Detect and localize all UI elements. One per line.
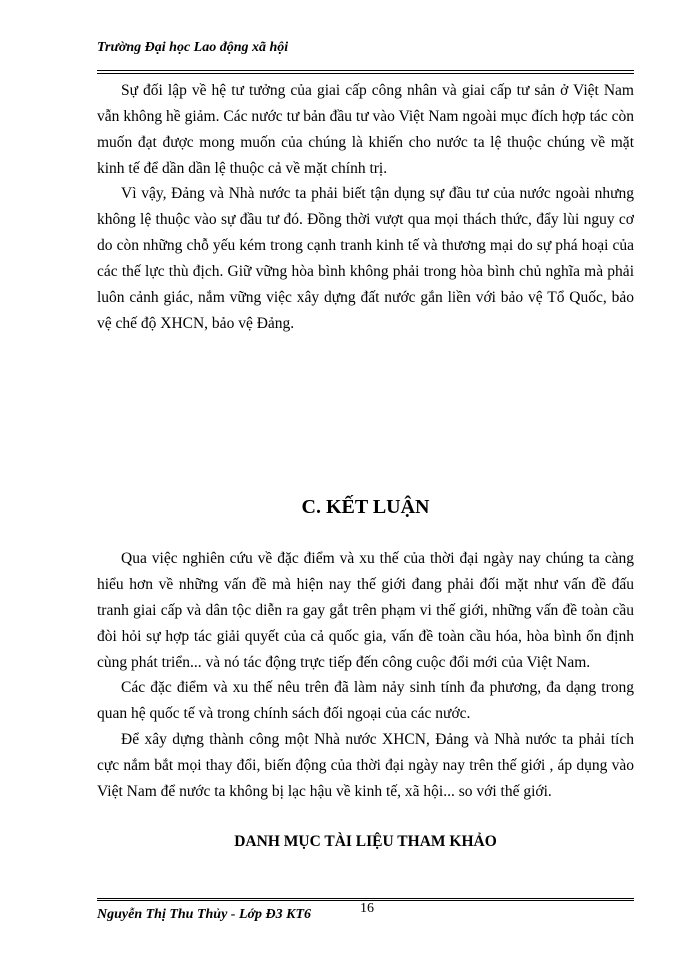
paragraph-ideology: Sự đối lập về hệ tư tưởng của giai cấp công nhân và giai cấp tư sản ở Việt Nam vẫn không hề giảm. Các nước tư bản đầu tư vào Việt Nam ngoài mục đích hợp tác còn muốn đạt được mong muốn của chúng là khiến cho nước ta lệ thuộc chúng về mặt kinh tế để dần dần lệ thuộc cả về mặt chính trị. [97, 82, 634, 177]
references-heading: DANH MỤC TÀI LIỆU THAM KHẢO [234, 833, 497, 850]
header-rule [97, 70, 634, 74]
paragraph-party-state: Vì vậy, Đảng và Nhà nước ta phải biết tận dụng sự đầu tư của nước ngoài nhưng không lệ thuộc vào sự đầu tư đó. Đồng thời vượt qua mọi thách thức, đẩy lùi nguy cơ do còn những chỗ yếu kém trong cạnh tranh kinh tế và thương mại do sự phá hoại của các thế lực thù địch. Giữ vững hòa bình không phải trong hòa bình chủ nghĩa mà phải luôn cảnh giác, nắm vững việc xây dựng đất nước gắn liền với bảo vệ Tổ Quốc, bảo vệ chế độ XHCN, bảo vệ Đảng. [97, 185, 634, 332]
page-header: Trường Đại học Lao động xã hội [97, 40, 289, 55]
page-number: 16 [360, 901, 374, 916]
paragraph-conclusion-3: Để xây dựng thành công một Nhà nước XHCN, Đảng và Nhà nước ta phải tích cực nắm bắt mọi thay đổi, biến động của thời đại ngày nay trên thế giới , áp dụng vào Việt Nam để nước ta không bị lạc hậu về kinh tế, xã hội... so với thế giới. [97, 731, 634, 800]
paragraph-conclusion-1: Qua việc nghiên cứu về đặc điểm và xu thế của thời đại ngày nay chúng ta càng hiểu hơn về những vấn đề mà hiện nay thế giới đang phải đối mặt như vấn đề đấu tranh giai cấp và dân tộc diễn ra gay gắt trên phạm vi thế giới, những vấn đề toàn cầu đòi hỏi sự hợp tác giải quyết của cả quốc gia, vấn đề toàn cầu hóa, hòa bình ổn định cùng phát triển... và nó tác động trực tiếp đến công cuộc đổi mới của Việt Nam. [97, 550, 634, 671]
paragraph-conclusion-2: Các đặc điểm và xu thế nêu trên đã làm nảy sinh tính đa phương, đa dạng trong quan hệ quốc tế và trong chính sách đối ngoại của các nước. [97, 679, 634, 722]
footer-author: Nguyễn Thị Thu Thủy - Lớp Đ3 KT6 [97, 907, 312, 922]
conclusion-heading: C. KẾT LUẬN [301, 496, 430, 518]
